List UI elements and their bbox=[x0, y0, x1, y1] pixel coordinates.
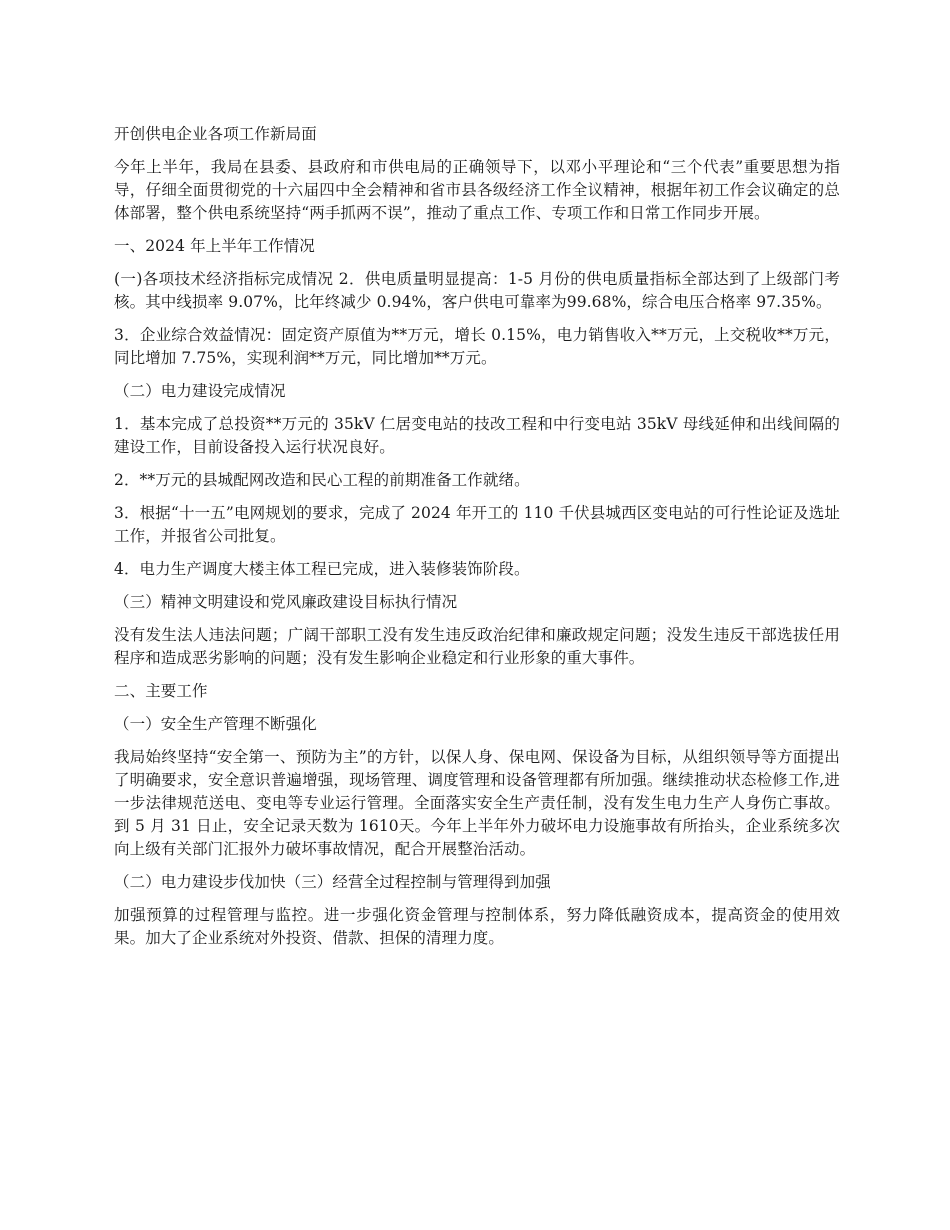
civilization-paragraph: 没有发生法人违法问题；广阔干部职工没有发生违反政治纪律和廉政规定问题；没发生违反干部选拔任用程序和造成恶劣影响的问题；没有发生影响企业稳定和行业形象的重大事件。 bbox=[114, 626, 840, 667]
construction-item-1: 1．基本完成了总投资**万元的 35kV 仁居变电站的技改工程和中行变电站 35kV 母线延伸和出线间隔的建设工作，目前设备投入运行状况良好。 bbox=[114, 415, 840, 456]
construction-item-2: 2．**万元的县城配网改造和民心工程的前期准备工作就绪。 bbox=[114, 471, 530, 489]
subsection-heading-management: （二）电力建设步伐加快（三）经营全过程控制与管理得到加强 bbox=[114, 873, 551, 891]
management-paragraph: 加强预算的过程管理与监控。进一步强化资金管理与控制体系，努力降低融资成本，提高资金的使用效果。加大了企业系统对外投资、借款、担保的清理力度。 bbox=[114, 906, 840, 947]
benefits-paragraph: 3．企业综合效益情况：固定资产原值为**万元，增长 0.15%，电力销售收入**万元，上交税收**万元，同比增加 7.75%，实现利润**万元，同比增加**万元。 bbox=[114, 326, 840, 367]
intro-paragraph: 今年上半年，我局在县委、县政府和市供电局的正确领导下，以邓小平理论和“三个代表”重要思想为指导，仔细全面贯彻党的十六届四中全会精神和省市县各级经济工作全议精神，根据年初工作会议确定的总体部署，整个供电系统坚持“两手抓两不误”，推动了重点工作、专项工作和日常工作同步开展。 bbox=[114, 158, 840, 222]
document-title: 开创供电企业各项工作新局面 bbox=[114, 125, 317, 143]
safety-paragraph: 我局始终坚持“安全第一、预防为主”的方针，以保人身、保电网、保设备为目标，从组织领导等方面提出了明确要求，安全意识普遍增强，现场管理、调度管理和设备管理都有所加强。继续推动状态检修工作,进一步法律规范送电、变电等专业运行管理。全面落实安全生产责任制，没有发生电力生产人身伤亡事故。到 5 月 31 日止，安全记录天数为 1610天。今年上半年外力破坏电力设施事故有所抬头，企业系统多次向上级有关部门汇报外力破坏事故情况，配合开展整治活动。 bbox=[114, 748, 840, 858]
subsection-heading-construction: （二）电力建设完成情况 bbox=[114, 382, 286, 400]
subsection-heading-safety: （一）安全生产管理不断强化 bbox=[114, 715, 317, 733]
document-page bbox=[114, 123, 840, 960]
construction-item-3: 3．根据“十一五”电网规划的要求，完成了 2024 年开工的 110 千伏县城西区变电站的可行性论证及选址工作，并报省公司批复。 bbox=[114, 504, 840, 545]
subsection-heading-civilization: （三）精神文明建设和党风廉政建设目标执行情况 bbox=[114, 593, 458, 611]
section-heading-2: 二、主要工作 bbox=[114, 682, 208, 700]
construction-item-4: 4．电力生产调度大楼主体工程已完成，进入装修装饰阶段。 bbox=[114, 560, 530, 578]
section-heading-1: 一、2024 年上半年工作情况 bbox=[114, 237, 315, 255]
indicators-paragraph: (一)各项技术经济指标完成情况 2．供电质量明显提高：1-5 月份的供电质量指标全部达到了上级部门考核。其中线损率 9.07%，比年终减少 0.94%，客户供电可靠率为99.68%，综合电压合格率 97.35%。 bbox=[114, 270, 840, 311]
